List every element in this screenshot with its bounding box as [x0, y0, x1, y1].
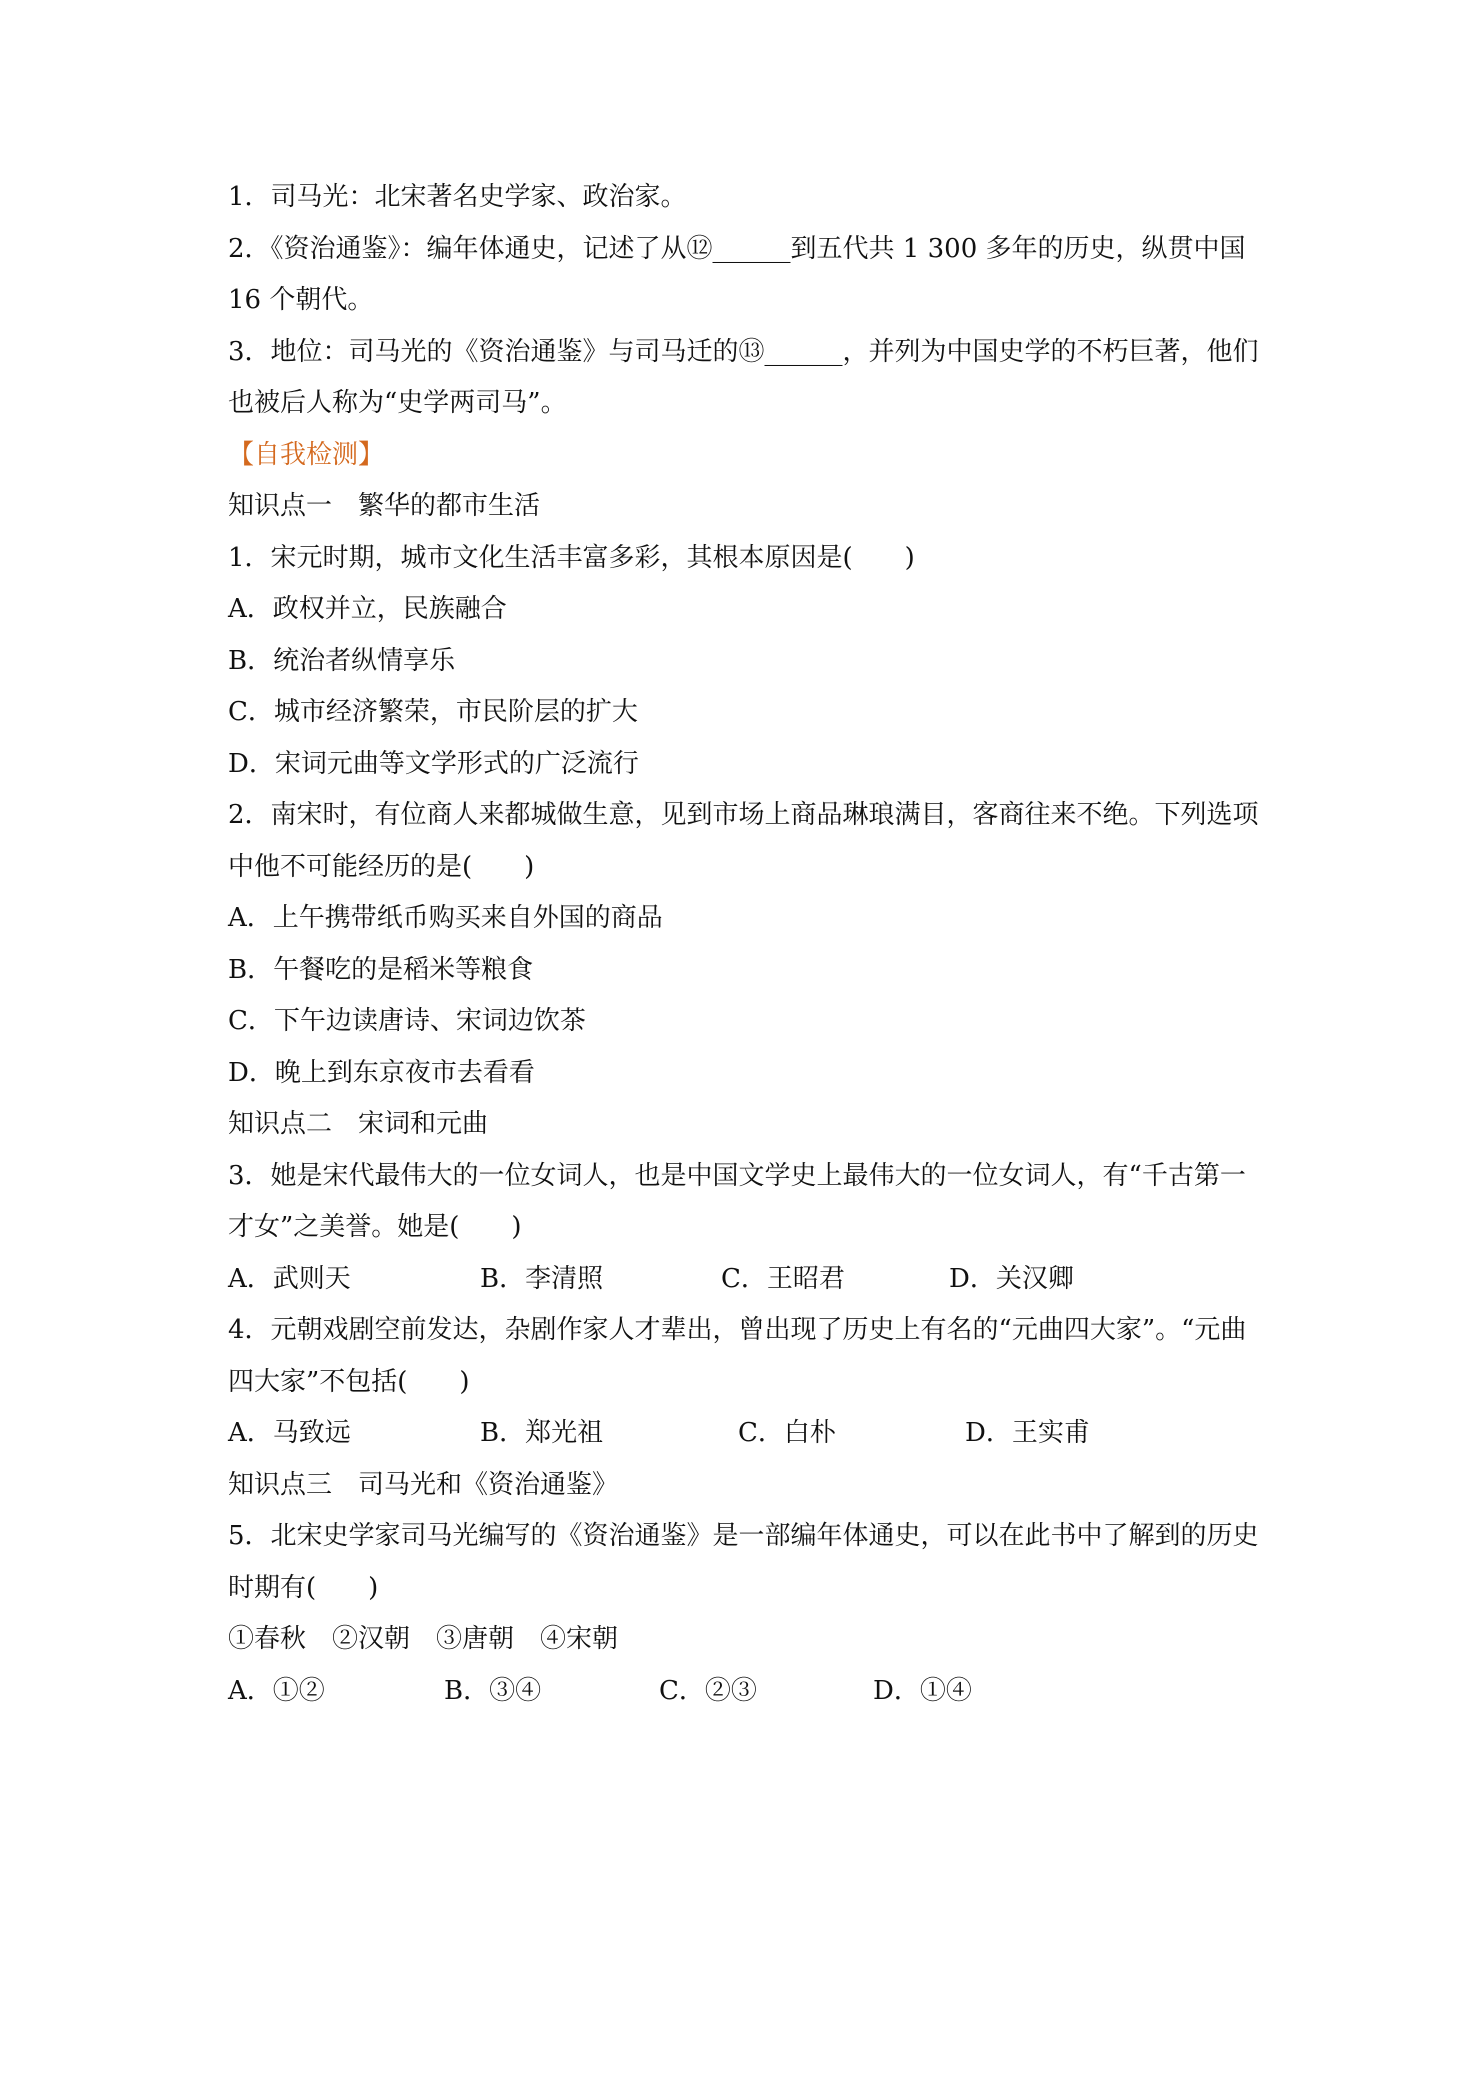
question-2-stem-line-1: 2．南宋时，有位商人来都城做生意，见到市场上商品琳琅满目，客商往来不绝。下列选项 — [228, 800, 1259, 830]
question-4-stem-line-1: 4．元朝戏剧空前发达，杂剧作家人才辈出，曾出现了历史上有名的“元曲四大家”。“元曲 — [228, 1315, 1247, 1345]
self-check-heading: 【自我检测】 — [228, 439, 385, 470]
question-4-option-b: B．郑光祖 — [480, 1418, 604, 1448]
question-5-option-c: C．②③ — [659, 1675, 757, 1706]
question-1-option-a: A．政权并立，民族融合 — [228, 594, 507, 624]
question-4-option-a: A．马致远 — [228, 1418, 351, 1448]
question-3-option-c: C．王昭君 — [721, 1263, 845, 1294]
question-5-stem-line-1: 5．北宋史学家司马光编写的《资治通鉴》是一部编年体通史，可以在此书中了解到的历史 — [228, 1521, 1259, 1551]
section-title-3: 知识点三 司马光和《资治通鉴》 — [228, 1469, 619, 1500]
question-4-stem-line-2: 四大家”不包括( ) — [228, 1366, 470, 1397]
section-title-2: 知识点二 宋词和元曲 — [228, 1109, 489, 1139]
question-3-stem-line-1: 3．她是宋代最伟大的一位女词人，也是中国文学史上最伟大的一位女词人，有“千古第一 — [228, 1160, 1246, 1191]
question-3-stem-line-2: 才女”之美誉。她是( ) — [228, 1212, 522, 1242]
question-1-stem: 1．宋元时期，城市文化生活丰富多彩，其根本原因是( ) — [228, 542, 915, 573]
question-2-option-a: A．上午携带纸币购买来自外国的商品 — [228, 903, 663, 933]
question-2-option-d: D．晚上到东京夜市去看看 — [228, 1057, 535, 1088]
section-title-1: 知识点一 繁华的都市生活 — [228, 491, 541, 521]
question-3-option-b: B．李清照 — [480, 1263, 604, 1294]
document-page — [228, 172, 1260, 1717]
question-5-option-a: A．①② — [228, 1675, 325, 1706]
question-1-option-c: C．城市经济繁荣，市民阶层的扩大 — [228, 697, 638, 727]
note-line-3: 16 个朝代。 — [228, 285, 374, 315]
question-4-options — [228, 1408, 1260, 1460]
question-5-options — [228, 1666, 1260, 1718]
question-1-option-d: D．宋词元曲等文学形式的广泛流行 — [228, 748, 639, 779]
note-line-5: 也被后人称为“史学两司马”。 — [228, 388, 567, 418]
question-5-option-b: B．③④ — [444, 1675, 542, 1706]
question-5-stem-line-2: 时期有( ) — [228, 1572, 379, 1603]
question-4-option-d: D．王实甫 — [965, 1418, 1090, 1448]
question-1-option-b: B．统治者纵情享乐 — [228, 645, 456, 676]
note-line-4: 3．地位：司马光的《资治通鉴》与司马迁的⑬______，并列为中国史学的不朽巨著，他们 — [228, 336, 1259, 367]
question-2-stem-line-2: 中他不可能经历的是( ) — [228, 851, 535, 882]
question-3-option-d: D．关汉卿 — [949, 1263, 1074, 1294]
question-5-items: ①春秋 ②汉朝 ③唐朝 ④宋朝 — [228, 1624, 619, 1654]
note-line-2: 2．《资治通鉴》：编年体通史，记述了从⑫______到五代共 1 300 多年的历史，纵贯中国 — [228, 233, 1246, 264]
question-4-option-c: C．白朴 — [738, 1418, 836, 1448]
question-2-option-c: C．下午边读唐诗、宋词边饮茶 — [228, 1006, 586, 1036]
question-5-option-d: D．①④ — [873, 1675, 972, 1706]
question-2-option-b: B．午餐吃的是稻米等粮食 — [228, 954, 534, 985]
note-line-1: 1．司马光：北宋著名史学家、政治家。 — [228, 182, 687, 212]
question-3-option-a: A．武则天 — [228, 1263, 351, 1294]
question-3-options — [228, 1254, 1260, 1306]
